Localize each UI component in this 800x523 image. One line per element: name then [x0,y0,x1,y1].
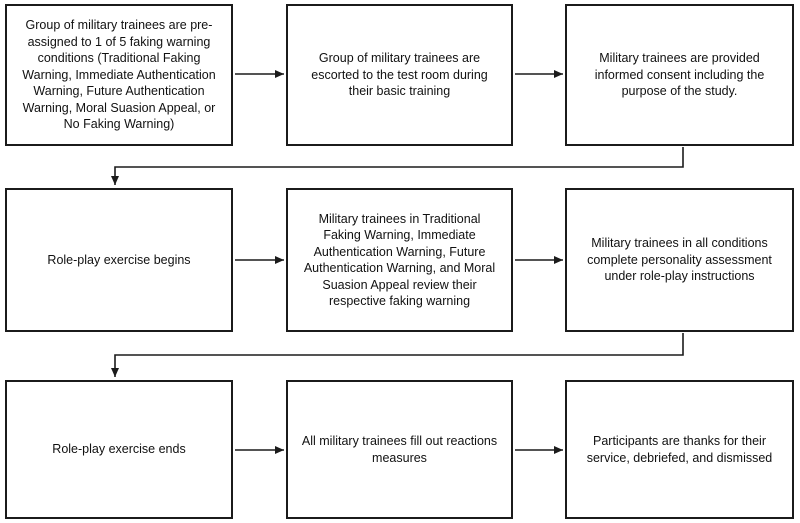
flowchart-box-step3 [565,4,794,146]
step9-text: Participants are thanks for their service, debriefed, and dismissed [586,434,773,465]
step3-text: Military trainees are provided informed consent including the purpose of the study. [594,51,765,99]
step6-text: Military trainees in all conditions complete personality assessment under role-play instructions [587,236,772,284]
step2-text: Group of military trainees are escorted to the test room during their basic training [311,51,488,99]
step7-text: Role-play exercise ends [52,442,186,457]
step1-text: Group of military trainees are pre-assigned to 1 of 5 faking warning conditions (Traditional Faking Warning, Immediate Authentication Warning, Future Authentication Warning, Moral Suasion Appeal, or No Faking Warning) [22,18,216,132]
flowchart-box-step9 [565,380,794,519]
step5-text: Military trainees in Traditional Faking Warning, Immediate Authentication Warning, Future Authentication Warning, and Moral Suasion Appeal review their respective faking warning [303,211,496,308]
connector-step3-step4 [115,147,683,185]
flowchart-box-step2 [286,4,513,146]
flowchart-box-step1 [5,4,233,146]
flowchart-box-step7 [5,380,233,519]
step4-text: Role-play exercise begins [47,252,191,267]
step8-text: All military trainees fill out reactions measures [301,434,498,465]
flowchart-box-step5 [286,188,513,332]
connector-step6-step7 [115,333,683,377]
flowchart-box-step4 [5,188,233,332]
flowchart-box-step8 [286,380,513,519]
flowchart-box-step6 [565,188,794,332]
